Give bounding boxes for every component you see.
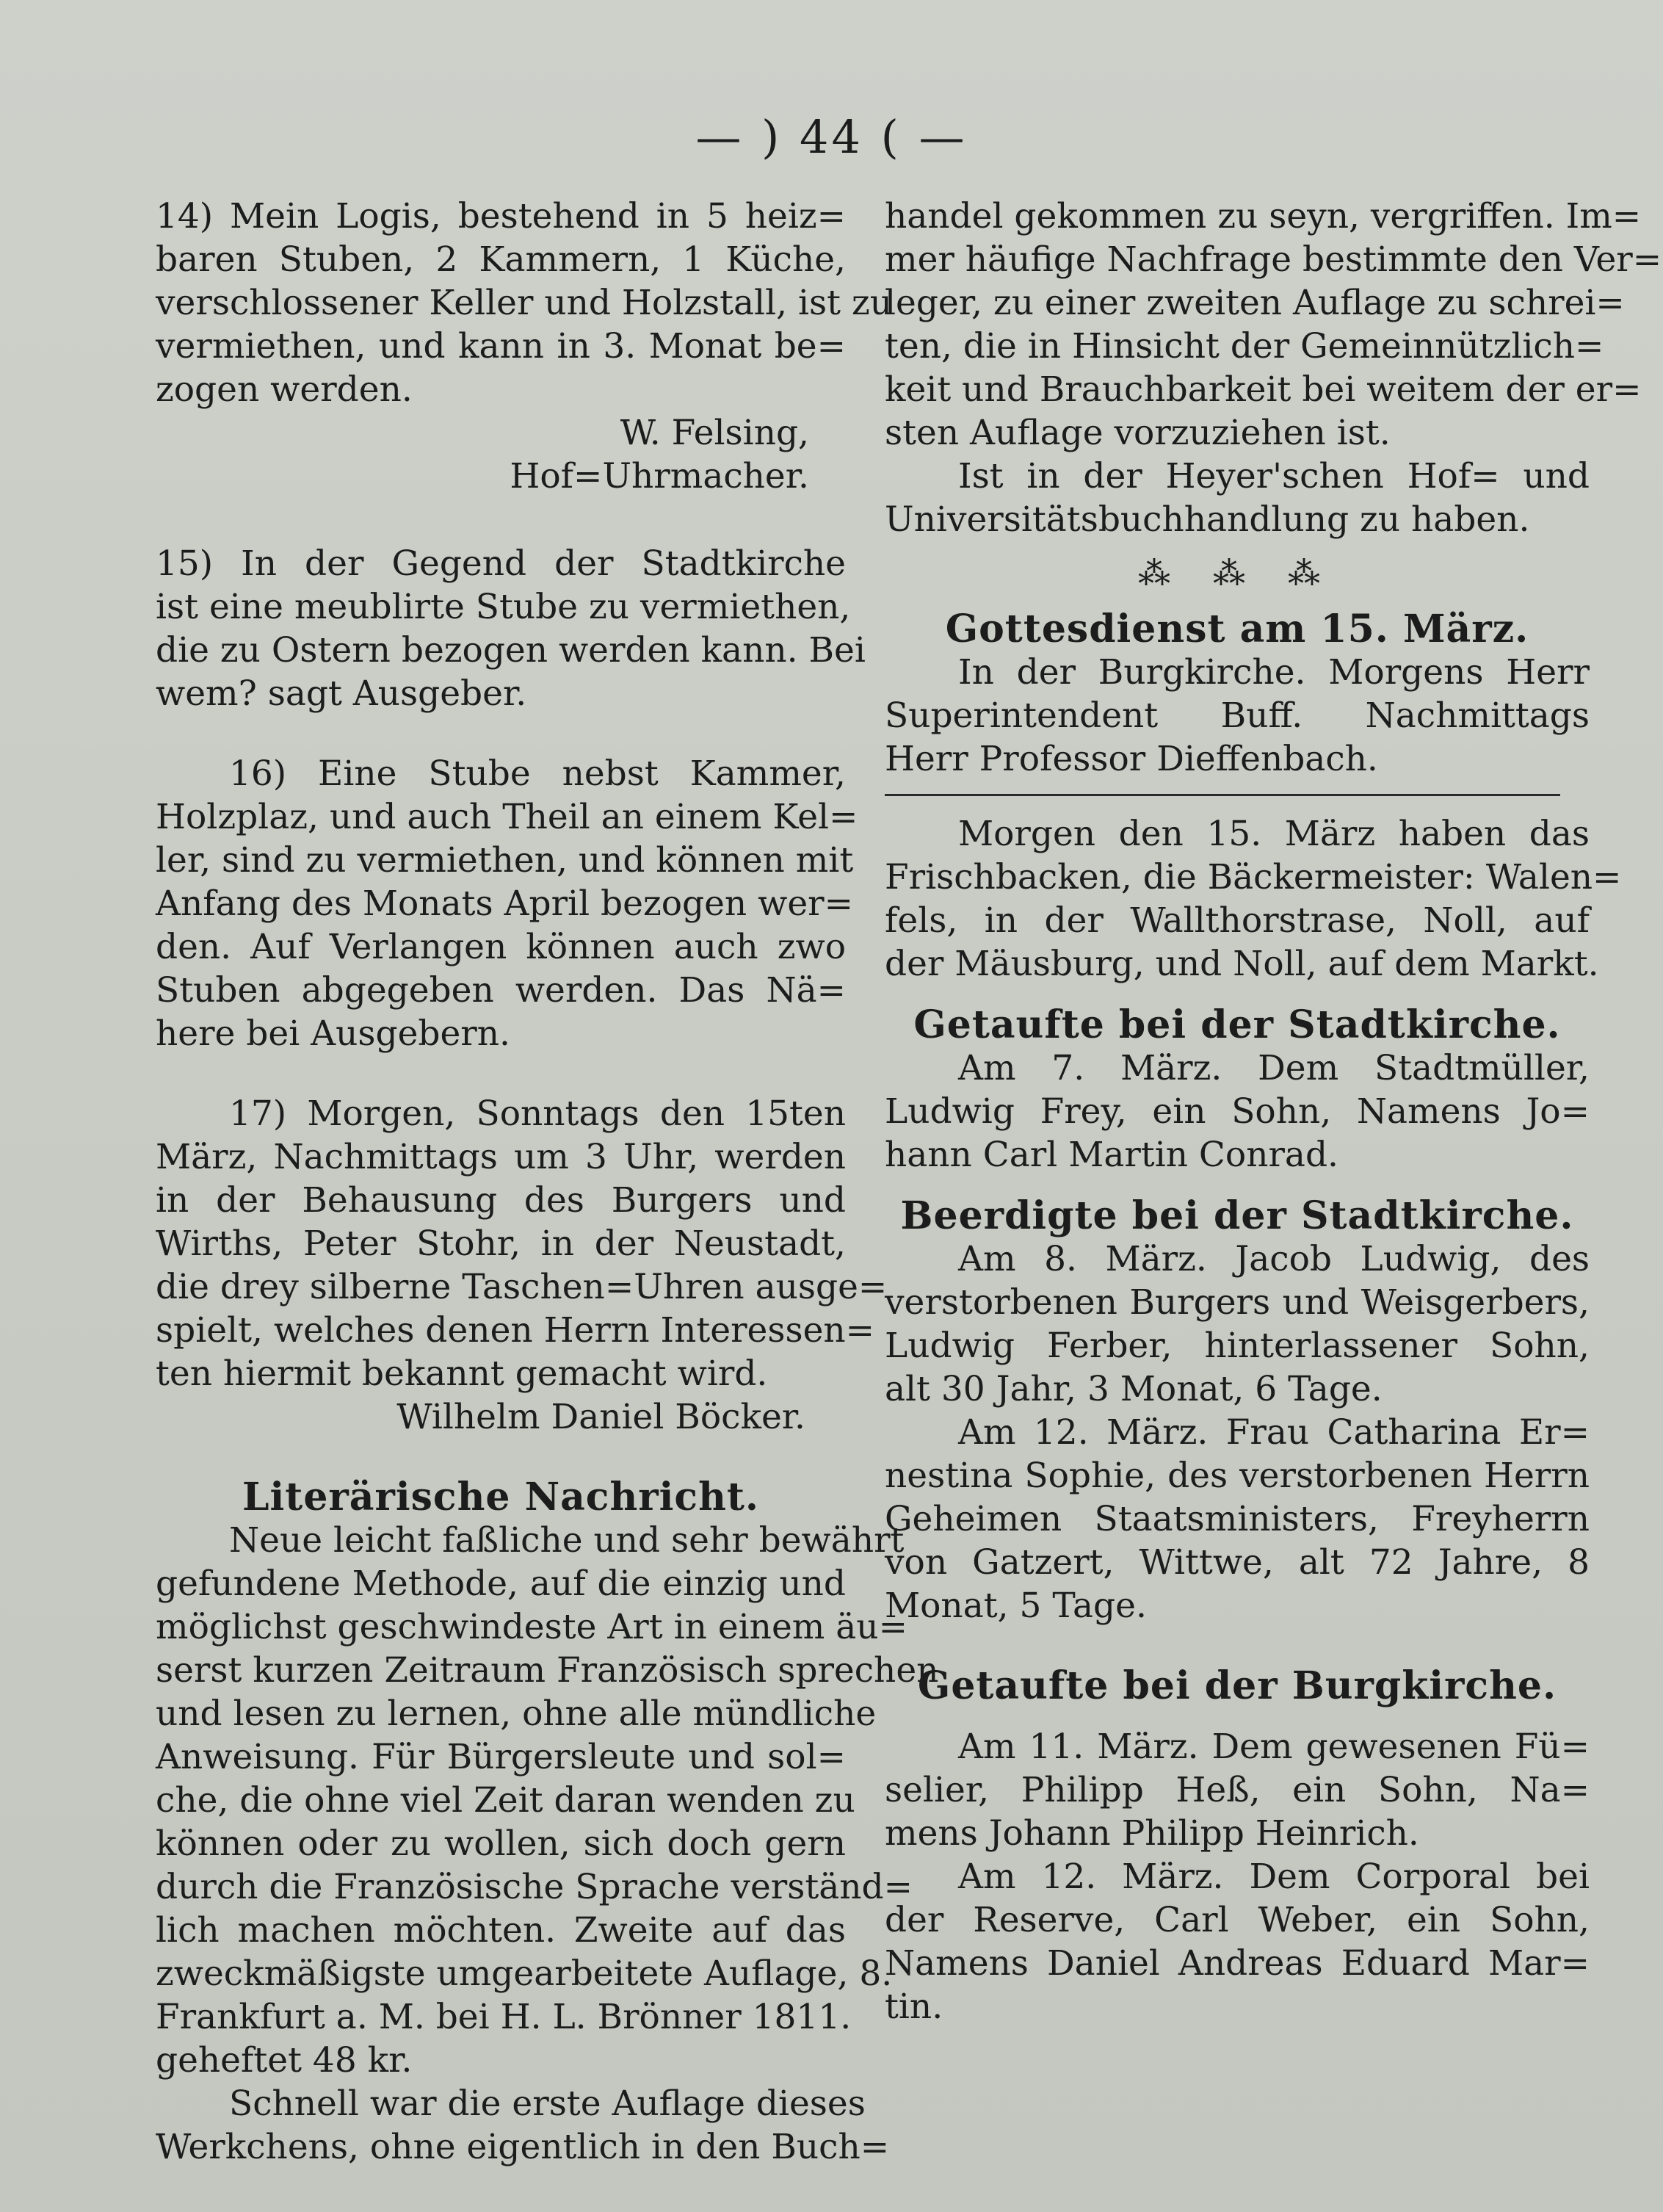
text-line: Wirths, Peter Stohr, in der Neustadt, [156,1224,846,1264]
text-line: spielt, welches denen Herrn Interessen= [156,1310,875,1351]
text-line: Ludwig Ferber, hinterlassener Sohn, [885,1326,1590,1366]
bakers-notice [885,812,1622,986]
text-line: verschlossener Keller und Holzstall, ist zu [156,283,892,323]
text-line: hann Carl Martin Conrad. [885,1135,1338,1175]
section-heading: Beerdigte bei der Stadtkirche. [900,1193,1574,1238]
text-line: ist eine meublirte Stube zu vermiethen, [156,587,851,627]
baptisms-burgkirche [885,1664,1590,2028]
text-line: fels, in der Wallthorstrase, Noll, auf [885,900,1590,941]
advert-17 [156,1092,888,1439]
text-line: In der Burgkirche. Morgens Herr [958,652,1590,693]
text-line: here bei Ausgebern. [156,1013,510,1054]
text-line: Namens Daniel Andreas Eduard Mar= [885,1943,1590,1984]
text-line: serst kurzen Zeitraum Französisch sprechen [156,1650,939,1691]
section-heading: Getaufte bei der Stadtkirche. [913,1002,1561,1047]
text-line: 14) Mein Logis, bestehend in 5 heiz= [156,196,846,236]
text-line: Am 11. März. Dem gewesenen Fü= [958,1727,1590,1767]
text-line: Am 8. März. Jacob Ludwig, des [958,1239,1590,1279]
text-line: Universitätsbuchhandlung zu haben. [885,499,1530,540]
asterism-divider: ⁂ ⁂ ⁂ [1138,555,1336,593]
text-line: ten hiermit bekannt gemacht wird. [156,1353,768,1394]
text-line: Superintendent Buff. Nachmittags [885,695,1590,736]
text-line: von Gatzert, Wittwe, alt 72 Jahre, 8 [885,1542,1590,1583]
text-line: Schnell war die erste Auflage dieses [229,2083,866,2124]
advert-15 [156,542,866,715]
text-line: können oder zu wollen, sich doch gern [156,1824,846,1864]
church-service [885,607,1590,781]
text-line: che, die ohne viel Zeit daran wenden zu [156,1780,855,1821]
text-line: Ist in der Heyer'schen Hof= und [958,456,1590,496]
section-heading: Getaufte bei der Burgkirche. [917,1663,1557,1708]
text-line: Ludwig Frey, ein Sohn, Namens Jo= [885,1091,1590,1132]
text-line: Am 12. März. Dem Corporal bei [958,1857,1590,1897]
signature-name: Wilhelm Daniel Böcker. [396,1397,805,1437]
text-line: und lesen zu lernen, ohne alle mündliche [156,1694,877,1734]
text-line: durch die Französische Sprache verständ= [156,1867,913,1907]
text-line: baren Stuben, 2 Kammern, 1 Küche, [156,239,846,280]
right-column [885,195,1662,2028]
text-line: tin. [885,1987,943,2027]
section-heading: Gottesdienst am 15. März. [945,607,1529,651]
signature-name: W. Felsing, [620,413,809,453]
text-line: Neue leicht faßliche und sehr bewährt [229,1520,905,1561]
signature-title: Hof=Uhrmacher. [510,456,809,496]
text-line: Anweisung. Für Bürgersleute und sol= [156,1737,846,1777]
text-line: selier, Philipp Heß, ein Sohn, Na= [885,1770,1590,1810]
text-line: März, Nachmittags um 3 Uhr, werden [156,1137,846,1177]
text-line: Anfang des Monats April bezogen wer= [156,883,854,924]
text-line: der Reserve, Carl Weber, ein Sohn, [885,1900,1590,1940]
text-line: ten, die in Hinsicht der Gemeinnützlich= [885,326,1604,366]
text-line: 15) In der Gegend der Stadtkirche [156,543,846,584]
text-line: nestina Sophie, des verstorbenen Herrn [885,1456,1590,1496]
text-line: keit und Brauchbarkeit bei weitem der er= [885,369,1642,410]
burials-stadtkirche [885,1194,1590,1627]
advert-16 [156,752,858,1055]
text-line: vermiethen, und kann in 3. Monat be= [156,326,846,366]
text-line: in der Behausung des Burgers und [156,1180,846,1221]
text-line: Geheimen Staatsministers, Freyherrn [885,1499,1590,1539]
baptisms-stadtkirche [885,1003,1590,1177]
horizontal-rule [885,794,1560,796]
literary-notice [156,1475,939,2169]
text-line: ler, sind zu vermiethen, und können mit [156,840,854,881]
text-line: zogen werden. [156,369,413,410]
text-line: lich machen möchten. Zweite auf das [156,1910,846,1951]
text-line: handel gekommen zu seyn, vergriffen. Im= [885,196,1642,236]
section-heading: Literärische Nachricht. [242,1475,760,1519]
text-line: 17) Morgen, Sonntags den 15ten [229,1094,846,1134]
text-line: zweckmäßigste umgearbeitete Auflage, 8. [156,1953,893,1994]
text-line: verstorbenen Burgers und Weisgerbers, [885,1282,1590,1323]
text-line: die drey silberne Taschen=Uhren ausge= [156,1267,888,1307]
text-line: gefundene Methode, auf die einzig und [156,1564,846,1604]
text-line: möglichst geschwindeste Art in einem äu= [156,1607,907,1647]
literary-notice-continued [885,195,1662,541]
text-line: wem? sagt Ausgeber. [156,673,527,714]
text-line: mer häufige Nachfrage bestimmte den Ver= [885,239,1662,280]
text-line: Stuben abgegeben werden. Das Nä= [156,970,846,1011]
text-line: den. Auf Verlangen können auch zwo [156,927,846,967]
text-line: Frischbacken, die Bäckermeister: Walen= [885,857,1622,897]
text-line: 16) Eine Stube nebst Kammer, [229,753,846,794]
text-line: Werkchens, ohne eigentlich in den Buch= [156,2127,890,2167]
text-line: Holzplaz, und auch Theil an einem Kel= [156,797,858,837]
text-line: Herr Professor Dieffenbach. [885,739,1378,779]
text-line: Frankfurt a. M. bei H. L. Brönner 1811. [156,1997,852,2037]
text-line: leger, zu einer zweiten Auflage zu schrei= [885,283,1625,323]
text-line: Am 7. März. Dem Stadtmüller, [958,1048,1590,1088]
text-line: sten Auflage vorzuziehen ist. [885,413,1391,453]
text-line: alt 30 Jahr, 3 Monat, 6 Tage. [885,1369,1383,1409]
text-line: geheftet 48 kr. [156,2040,413,2081]
text-line: Am 12. März. Frau Catharina Er= [958,1412,1590,1453]
text-line: Morgen den 15. März haben das [958,814,1590,854]
text-line: die zu Ostern bezogen werden kann. Bei [156,630,866,671]
advert-14 [156,195,892,498]
left-column [156,195,939,2169]
text-line: Monat, 5 Tage. [885,1586,1147,1626]
text-line: mens Johann Philipp Heinrich. [885,1813,1419,1854]
text-line: der Mäusburg, und Noll, auf dem Markt. [885,944,1599,984]
page-number: — ) 44 ( — [695,110,968,164]
